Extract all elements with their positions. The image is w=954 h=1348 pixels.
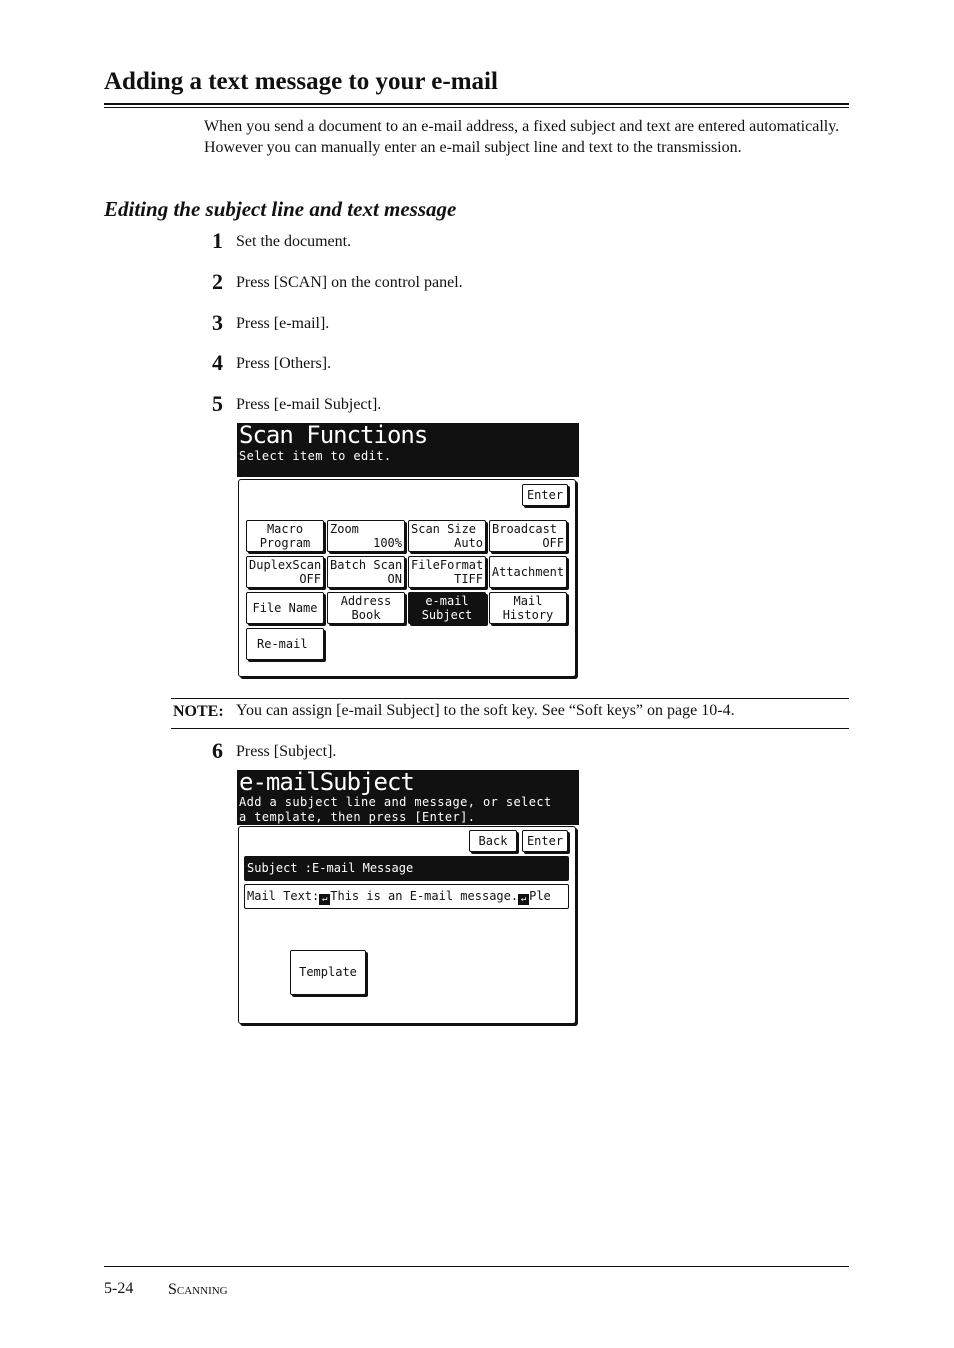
zoom-key[interactable]: Zoom 100% xyxy=(327,520,405,552)
intro-paragraph: When you send a document to an e-mail address, a fixed subject and text are entered automatically. However you can manually enter an e-mail subject line and text to the transmission. xyxy=(204,118,840,156)
note-rule-bottom xyxy=(171,728,849,729)
screen-subtitle: Add a subject line and message, or select xyxy=(239,795,552,809)
step-text: Press [e-mail Subject]. xyxy=(236,396,382,413)
step-number: 3 xyxy=(212,310,223,335)
footer-rule xyxy=(104,1266,849,1267)
note-label: NOTE: xyxy=(173,703,224,720)
screen-title: e-mailSubject xyxy=(239,768,414,796)
step-text: Press [Subject]. xyxy=(236,743,337,760)
step-number: 2 xyxy=(212,269,223,294)
heading-rule-thin xyxy=(104,107,849,108)
heading-rule xyxy=(104,103,849,105)
attachment-key[interactable]: Attachment xyxy=(489,556,567,588)
section-name: Scanning xyxy=(168,1281,228,1298)
file-name-key[interactable]: File Name xyxy=(246,592,324,624)
scan-size-key[interactable]: Scan Size Auto xyxy=(408,520,486,552)
step-text: Press [Others]. xyxy=(236,355,332,372)
scan-functions-screen xyxy=(237,423,579,679)
page-heading: Adding a text message to your e-mail xyxy=(104,68,498,95)
subject-field[interactable]: Subject :E-mail Message xyxy=(244,856,569,881)
duplex-scan-key[interactable]: DuplexScan OFF xyxy=(246,556,324,588)
note-text: You can assign [e-mail Subject] to the soft key. See “Soft keys” on page 10-4. xyxy=(236,702,735,719)
note-rule-top xyxy=(171,698,849,699)
screen-subtitle: Select item to edit. xyxy=(239,449,392,463)
step-text: Press [e-mail]. xyxy=(236,315,330,332)
template-button[interactable]: Template xyxy=(290,950,366,995)
return-icon: ↵ xyxy=(518,894,529,905)
screen-subtitle: a template, then press [Enter]. xyxy=(239,810,476,824)
screen-title-bar xyxy=(237,770,579,825)
step-number: 5 xyxy=(212,391,223,416)
macro-program-key[interactable]: Macro Program xyxy=(246,520,324,552)
return-icon: ↵ xyxy=(319,894,330,905)
enter-button[interactable]: Enter xyxy=(522,484,568,506)
step-text: Press [SCAN] on the control panel. xyxy=(236,274,463,291)
subheading: Editing the subject line and text message xyxy=(104,197,457,221)
email-subject-screen xyxy=(237,770,579,1026)
address-book-key[interactable]: Address Book xyxy=(327,592,405,624)
enter-button[interactable]: Enter xyxy=(522,830,568,852)
mail-text-field[interactable]: Mail Text: ↵ This is an E-mail message. ↵ Ple xyxy=(244,884,569,909)
batch-scan-key[interactable]: Batch Scan ON xyxy=(327,556,405,588)
step-number: 6 xyxy=(212,738,223,763)
mail-history-key[interactable]: Mail History xyxy=(489,592,567,624)
step-number: 1 xyxy=(212,228,223,253)
screen-panel xyxy=(238,479,576,677)
step-number: 4 xyxy=(212,350,223,375)
page-number: 5-24 xyxy=(104,1280,134,1297)
re-mail-key[interactable]: Re-mail xyxy=(246,628,324,660)
screen-title: Scan Functions xyxy=(239,421,428,449)
screen-panel xyxy=(238,826,576,1024)
file-format-key[interactable]: FileFormat TIFF xyxy=(408,556,486,588)
back-button[interactable]: Back xyxy=(469,830,517,852)
screen-title-bar xyxy=(237,423,579,477)
broadcast-key[interactable]: Broadcast OFF xyxy=(489,520,567,552)
email-subject-key[interactable]: e-mail Subject xyxy=(408,592,486,624)
step-text: Set the document. xyxy=(236,233,352,250)
